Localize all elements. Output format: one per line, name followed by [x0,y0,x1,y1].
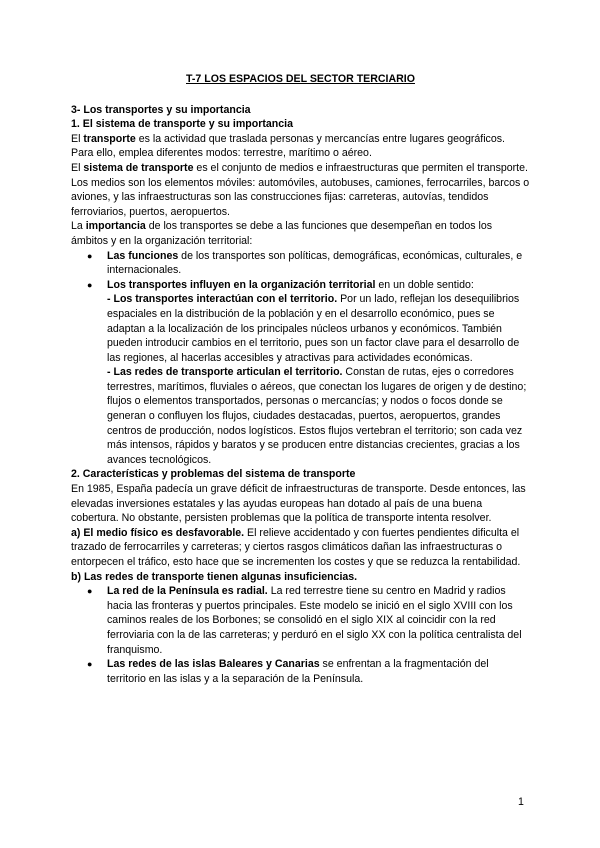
text: de los transportes se debe a las funciones que desempeñan en todos los ámbitos y en la organización territorial: [71,220,493,247]
bullet-icon: ● [87,279,93,290]
bold-term: transporte [83,132,136,145]
text: El [71,161,84,174]
bullet-icon: ● [87,659,93,670]
bold-term: Las redes de las islas Baleares y Canarias [107,658,320,671]
bold-term: Las funciones [107,249,179,262]
bullet-list-importancia [71,249,530,468]
paragraph-importancia [71,219,530,248]
text: La [71,220,86,233]
text: de los transportes son políticas, demográficas, económicas, culturales, e internacionales. [107,249,523,277]
bold-term: - Los transportes interactúan con el territorio. [107,293,338,306]
subsection-1-heading: 1. El sistema de transporte y su importancia [71,118,293,131]
bullet-list-redes [71,584,530,686]
list-item [71,584,530,657]
list-item [71,657,530,686]
text: Constan de rutas, ejes o corredores terrestres, marítimos, fluviales o aéreos, que conectan los lugares de origen y de destino; flujos o elementos transportados, personas o mercancías; y nodos o focos donde se generan o confluyen los flujos, ciudades destacadas, puertos, aeropuertos, grandes centros de producción, nodos logísticos. Estos flujos vertebran el territorio; son cada vez más intensos, rápidos y baratos y se producen entre distancias crecientes, gracias a los avances tecnológicos. [107,366,527,466]
text: El [71,132,84,145]
paragraph-transporte [71,132,530,161]
text: es el conjunto de medios e infraestructuras que permiten el transporte. Los medios son los elementos móviles: automóviles, autobuses, camiones, ferrocarriles, barcos o aviones, y las infraestructuras son las construcciones fijas: carreteras, autovías, tendidos ferroviarios, puertos, aeropuertos. [71,161,530,218]
page-number: 1 [518,796,524,808]
page-content [71,72,530,686]
bold-term: importancia [85,220,146,233]
bold-term: Los transportes influyen en la organización territorial [107,278,376,291]
bold-term: La red de la Península es radial. [107,585,268,598]
paragraph-sistema [71,161,530,219]
paragraph-1985: En 1985, España padecía un grave déficit de infraestructuras de transporte. Desde entonces, las elevadas inversiones estatales y las ayudas europeas han dotado al país de una buena cobertura. No obstante, persisten problemas que la política de transporte intenta resolver. [71,483,526,525]
subsection-2-heading: 2. Características y problemas del sistema de transporte [71,468,356,481]
list-item [71,249,530,278]
text: se enfrentan a la fragmentación del territorio en las islas y a la separación de la Península. [107,658,489,685]
section-3-heading: 3- Los transportes y su importancia [71,103,251,116]
text: El relieve accidentado y con fuertes pendientes dificulta el trazado de ferrocarriles y carreteras; y ciertos rasgos climáticos dañan las infraestructuras o entorpecen el tráfico, esto hace que se incrementen los costes y que se reduzca la rentabilidad. [71,526,521,568]
bold-term: - Las redes de transporte articulan el territorio. [107,366,343,379]
text: Por un lado, reflejan los desequilibrios espaciales en la distribución de la población y en el desarrollo económico, pues se adaptan a la localización de los principales núcleos urbanos y económicos. También pueden introducir cambios en el territorio, pues son un factor clave para el desarrollo de las regiones, al hacerlas accesibles y atractivas para actividades económicas. [107,293,520,364]
document-title: T-7 LOS ESPACIOS DEL SECTOR TERCIARIO [186,73,415,85]
text: es la actividad que traslada personas y mercancías entre lugares geográficos. Para ello, emplea diferentes modos: terrestre, marítimo o aéreo. [71,132,505,160]
text: en un doble sentido: [375,278,474,291]
text: La red terrestre tiene su centro en Madrid y radios hacia las fronteras y puertos principales. Este modelo se inició en el siglo XVIII con los caminos reales de los Borbones; se consolidó en el siglo XIX al coincidir con la red ferroviaria con la de las carreteras; y perduró en el siglo XX con la política centralista del franquismo. [107,585,522,656]
sub-paragraph-articulan [107,365,530,467]
paragraph-insuficiencias: b) Las redes de transporte tienen algunas insuficiencias. [71,570,358,583]
sub-paragraph-interactuan [107,292,530,365]
bullet-icon: ● [87,250,93,261]
bold-term: sistema de transporte [83,161,194,174]
paragraph-medio-fisico [71,526,530,570]
bold-term: a) El medio físico es desfavorable. [71,526,245,539]
bullet-icon: ● [87,586,93,597]
list-item [71,278,530,468]
